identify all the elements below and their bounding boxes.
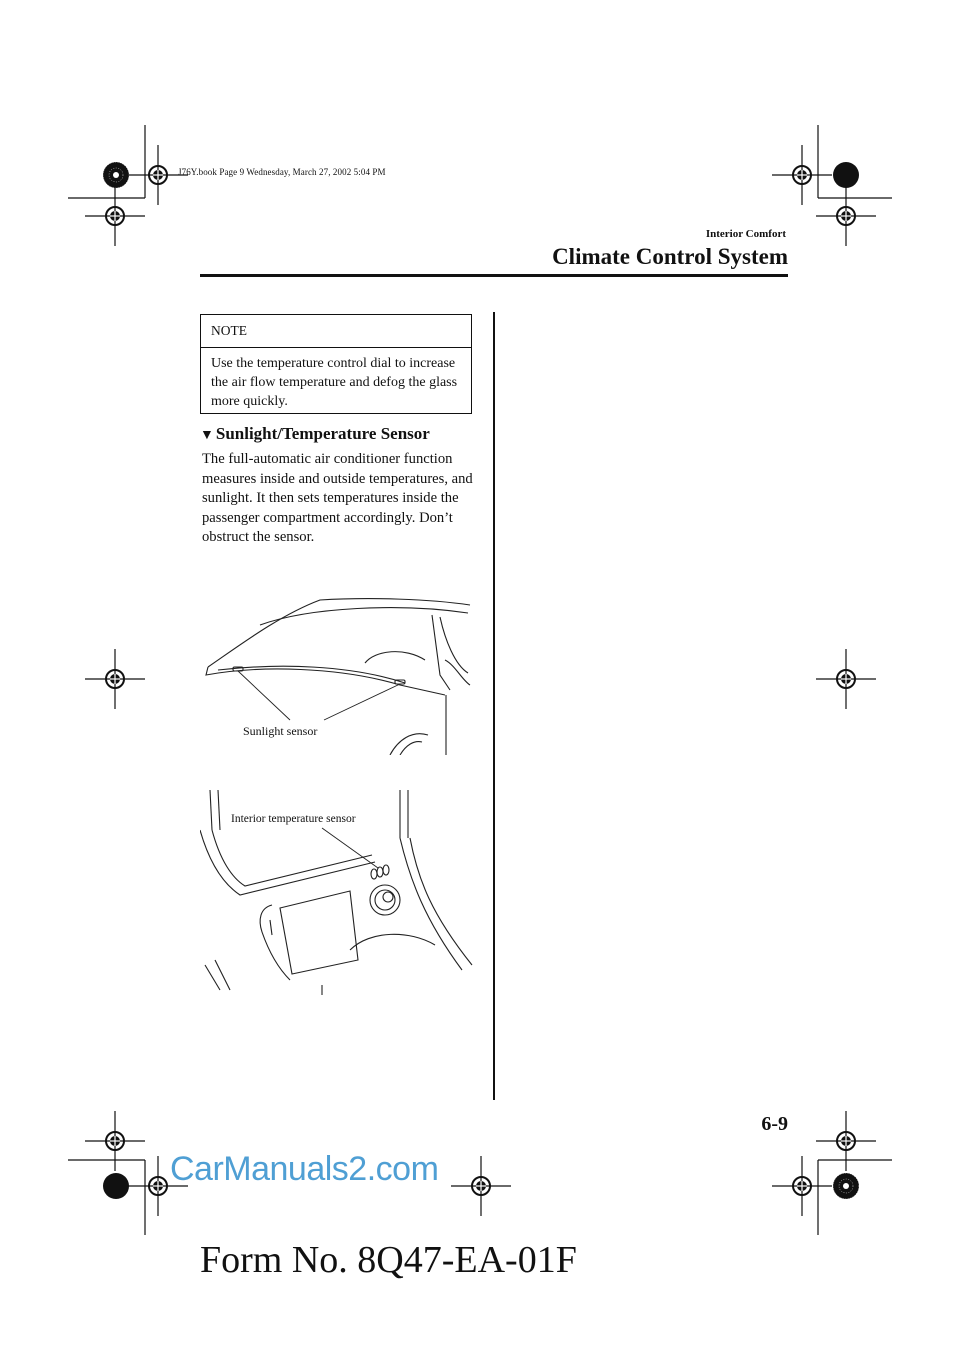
solid-mark-icon bbox=[833, 162, 859, 188]
section-body: The full-automatic air conditioner function measures inside and outside temperatures, and sunlight. It then sets temperatures inside the passenger compartment accordingly. Don’t obstruct the sensor. bbox=[202, 451, 473, 546]
interior-sensor-label: Interior temperature sensor bbox=[231, 813, 356, 825]
crosshair-mark-icon bbox=[85, 1111, 145, 1171]
interior-sensor-figure bbox=[200, 790, 475, 995]
sunlight-sensor-label: Sunlight sensor bbox=[243, 724, 318, 738]
note-text: Use the temperature control dial to increase the air flow temperature and defog the glass more quickly. bbox=[211, 356, 458, 409]
crosshair-mark-icon bbox=[816, 186, 876, 246]
form-number: Form No. 8Q47-EA-01F bbox=[200, 1239, 577, 1281]
watermark[interactable]: CarManuals2.com bbox=[170, 1150, 439, 1188]
solid-mark-icon bbox=[103, 1173, 129, 1199]
crosshair-mark-icon bbox=[85, 649, 145, 709]
crosshair-mark-icon bbox=[816, 649, 876, 709]
section-heading bbox=[200, 424, 430, 444]
page-number: 6-9 bbox=[761, 1113, 788, 1135]
triangle-marker-icon: ▼ bbox=[200, 428, 214, 443]
sunburst-mark-icon bbox=[833, 1173, 859, 1199]
crosshair-mark-icon bbox=[772, 145, 832, 205]
title-rule bbox=[200, 274, 788, 277]
sunlight-sensor-figure bbox=[200, 595, 475, 755]
sunburst-mark-icon bbox=[103, 162, 129, 188]
crosshair-mark-icon bbox=[816, 1111, 876, 1171]
book-file-info: J76Y.book Page 9 Wednesday, March 27, 2002 5:04 PM bbox=[178, 167, 386, 177]
crosshair-mark-icon bbox=[85, 186, 145, 246]
section-heading-text: Sunlight/Temperature Sensor bbox=[215, 424, 430, 443]
crosshair-mark-icon bbox=[451, 1156, 511, 1216]
crosshair-mark-icon bbox=[772, 1156, 832, 1216]
section-label: Interior Comfort bbox=[705, 228, 786, 240]
note-heading: NOTE bbox=[201, 315, 471, 348]
column-divider bbox=[493, 312, 495, 1100]
note-box bbox=[200, 314, 472, 414]
page-title: Climate Control System bbox=[552, 244, 788, 269]
